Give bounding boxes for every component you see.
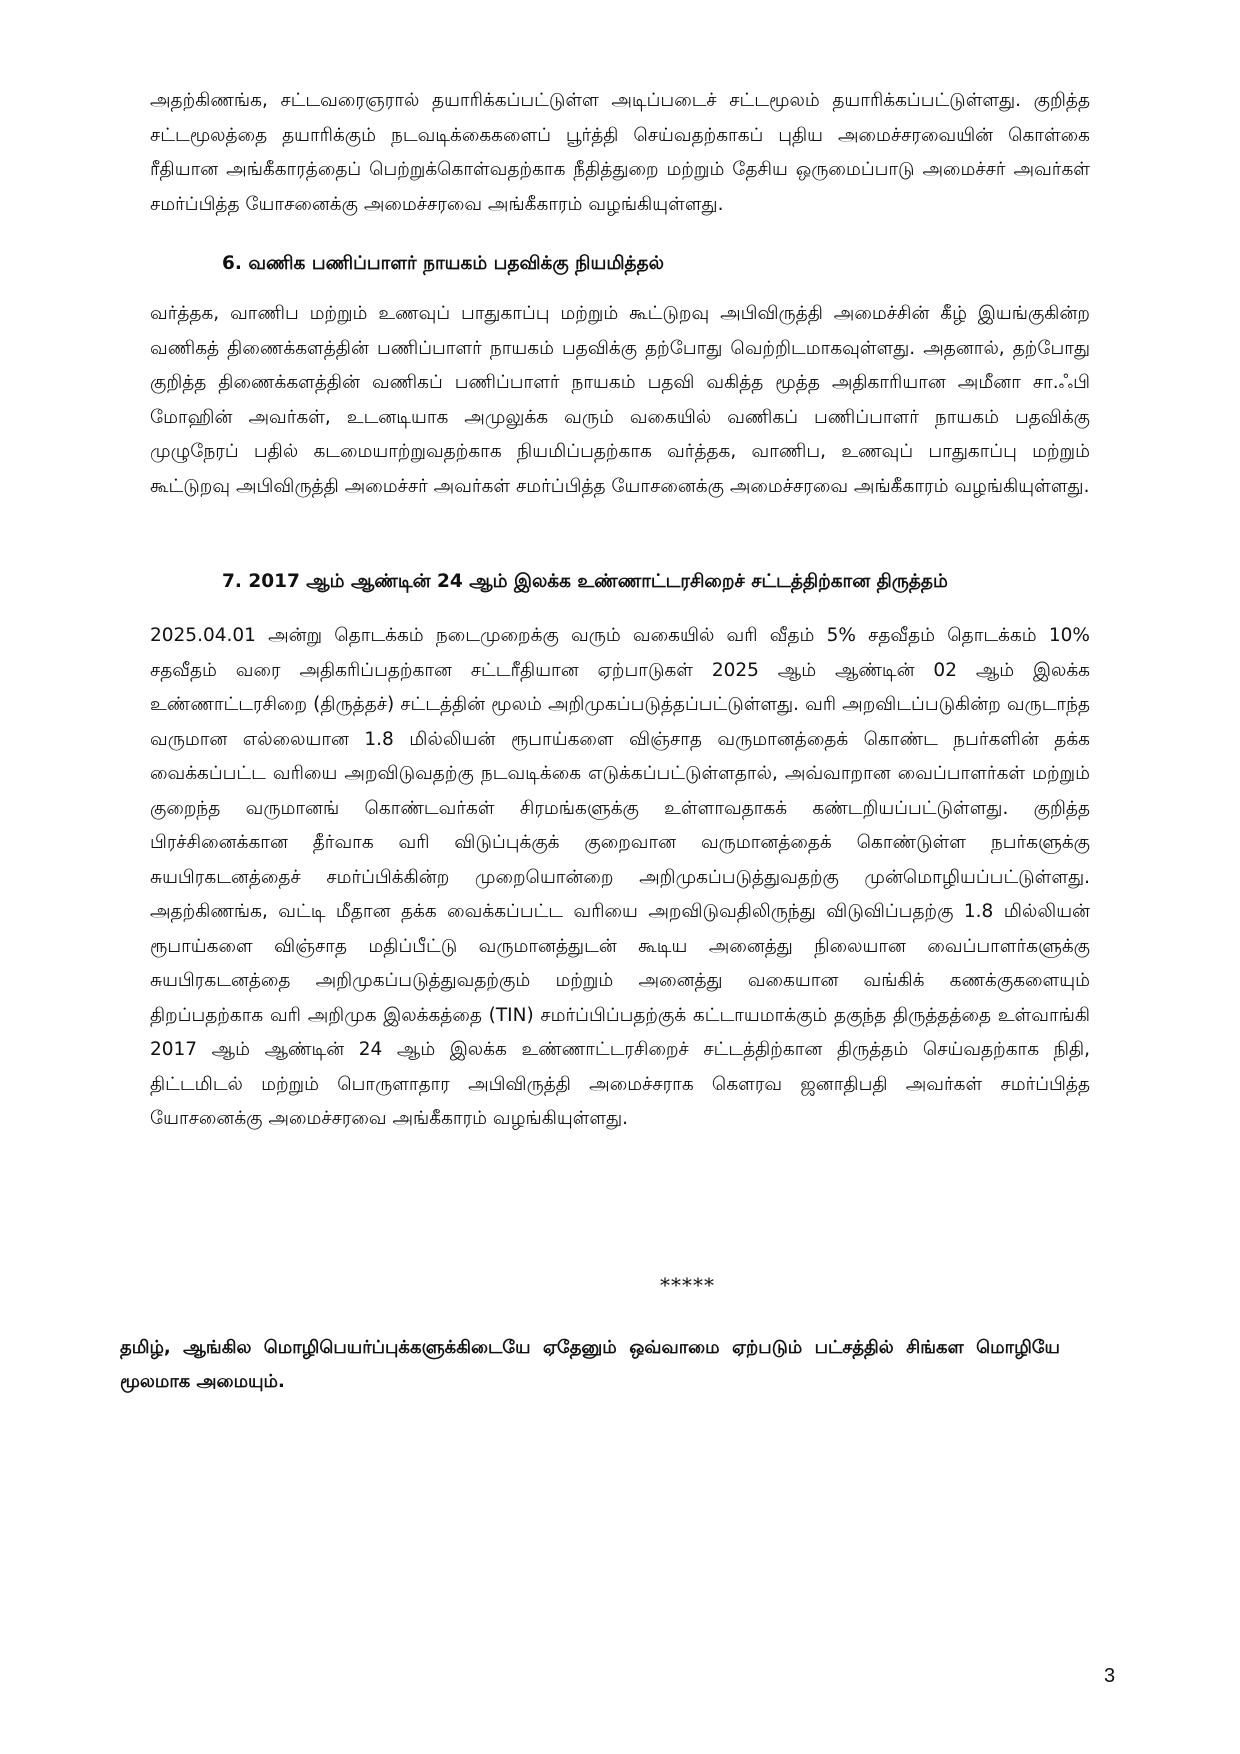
page-number: 3 — [1104, 1665, 1116, 1687]
section-7-heading: 7. 2017 ஆம் ஆண்டின் 24 ஆம் இலக்க உண்ணாட்டரசிறைச் சட்டத்திற்கான திருத்தம் — [222, 571, 948, 592]
intro-paragraph: அதற்கிணங்க, சட்டவரைஞரால் தயாரிக்கப்பட்டுள்ள அடிப்படைச் சட்டமூலம் தயாரிக்கப்பட்டுள்ளது. குறித்த சட்டமூலத்தை தயாரிக்கும் நடவடிக்கைகளைப் பூர்த்தி செய்வதற்காகப் புதிய அமைச்சரவையின் கொள்கை ரீதியான அங்கீகாரத்தைப் பெற்றுக்கொள்வதற்காக நீதித்துறை மற்றும் தேசிய ஒருமைப்பாடு அமைச்சர் அவர்கள் சமர்ப்பித்த யோசனைக்கு அமைச்சரவை அங்கீகாரம் வழங்கியுள்ளது. — [150, 90, 1090, 215]
section-separator: ***** — [660, 1273, 715, 1297]
section-6-heading: 6. வணிக பணிப்பாளர் நாயகம் பதவிக்கு நியமித்தல் — [222, 253, 664, 274]
translation-disclaimer: தமிழ், ஆங்கில மொழிபெயர்ப்புக்களுக்கிடையே ஏதேனும் ஒவ்வாமை ஏற்படும் பட்சத்தில் சிங்கள மொழியே மூலமாக அமையும். — [120, 1337, 1060, 1392]
section-6-body: வர்த்தக, வாணிப மற்றும் உணவுப் பாதுகாப்பு மற்றும் கூட்டுறவு அபிவிருத்தி அமைச்சின் கீழ் இயங்குகின்ற வணிகத் திணைக்களத்தின் பணிப்பாளர் நாயகம் பதவிக்கு தற்போது வெற்றிடமாகவுள்ளது. அதனால், தற்போது குறித்த திணைக்களத்தின் வணிகப் பணிப்பாளர் நாயகம் பதவி வகித்த மூத்த அதிகாரியான அமீனா சா.ஃபி மோஹின் அவர்கள், உடனடியாக அமுலுக்க வரும் வகையில் வணிகப் பணிப்பாளர் நாயகம் பதவிக்கு முழுநேரப் பதில் கடமையாற்றுவதற்காக நியமிப்பதற்காக வர்த்தக, வாணிப, உணவுப் பாதுகாப்பு மற்றும் கூட்டுறவு அபிவிருத்தி அமைச்சர் அவர்கள் சமர்ப்பித்த யோசனைக்கு அமைச்சரவை அங்கீகாரம் வழங்கியுள்ளது. — [150, 303, 1090, 497]
section-7-body: 2025.04.01 அன்று தொடக்கம் நடைமுறைக்கு வரும் வகையில் வரி வீதம் 5% சதவீதம் தொடக்கம் 10% சதவீதம் வரை அதிகரிப்பதற்கான சட்டரீதியான ஏற்பாடுகள் 2025 ஆம் ஆண்டின் 02 ஆம் இலக்க உண்ணாட்டரசிறை (திருத்தச்) சட்டத்தின் மூலம் அறிமுகப்படுத்தப்பட்டுள்ளது. வரி அறவிடப்படுகின்ற வருடாந்த வருமான எல்லையான 1.8 மில்லியன் ரூபாய்களை விஞ்சாத வருமானத்தைக் கொண்ட நபர்களின் தக்க வைக்கப்பட்ட வரியை அறவிடுவதற்கு நடவடிக்கை எடுக்கப்பட்டுள்ளதால், அவ்வாறான வைப்பாளர்கள் மற்றும் குறைந்த வருமானங் கொண்டவர்கள் சிரமங்களுக்கு உள்ளாவதாகக் கண்டறியப்பட்டுள்ளது. குறித்த பிரச்சினைக்கான தீர்வாக வரி விடுப்புக்குக் குறைவான வருமானத்தைக் கொண்டுள்ள நபர்களுக்கு சுயபிரகடனத்தைச் சமர்ப்பிக்கின்ற முறையொன்றை அறிமுகப்படுத்துவதற்கு முன்மொழியப்பட்டுள்ளது. அதற்கிணங்க, வட்டி மீதான தக்க வைக்கப்பட்ட வரியை அறவிடுவதிலிருந்து விடுவிப்பதற்கு 1.8 மில்லியன் ரூபாய்களை விஞ்சாத மதிப்பீட்டு வருமானத்துடன் கூடிய அனைத்து நிலையான வைப்பாளர்களுக்கு சுயபிரகடனத்தை அறிமுகப்படுத்துவதற்கும் மற்றும் அனைத்து வகையான வங்கிக் கணக்குகளையும் திறப்பதற்காக வரி அறிமுக இலக்கத்தை (TIN) சமர்ப்பிப்பதற்குக் கட்டாயமாக்கும் தகுந்த திருத்தத்தை உள்வாங்கி 2017 ஆம் ஆண்டின் 24 ஆம் இலக்க உண்ணாட்டரசிறைச் சட்டத்திற்கான திருத்தம் செய்வதற்காக நிதி, திட்டமிடல் மற்றும் பொருளாதார அபிவிருத்தி அமைச்சராக கௌரவ ஜனாதிபதி அவர்கள் சமர்ப்பித்த யோசனைக்கு அமைச்சரவை அங்கீகாரம் வழங்கியுள்ளது. — [150, 625, 1090, 1129]
